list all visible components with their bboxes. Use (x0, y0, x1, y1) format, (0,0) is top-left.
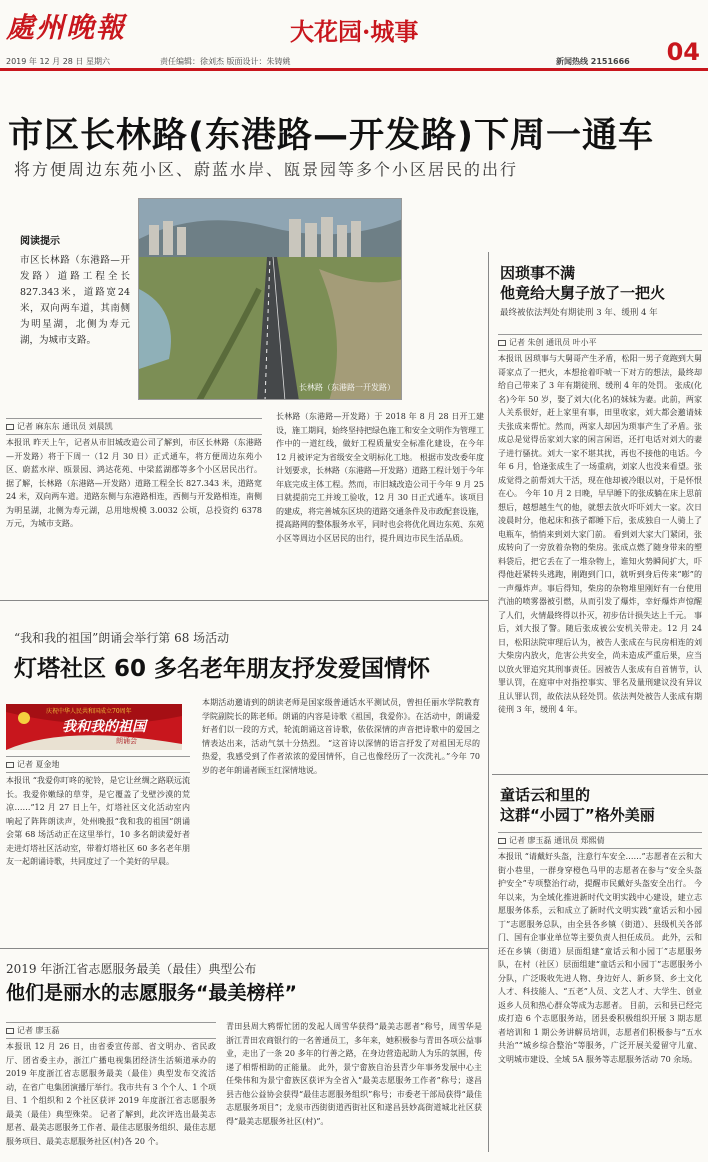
section-title: 大花园·城事 (290, 17, 419, 46)
story2-byline-text: 记者 夏金地 (17, 760, 60, 769)
lead-headline: 市区长林路(东港路—开发路)下周一通车 (8, 116, 654, 156)
lead-body-col2: 长林路（东港路—开发路）于 2018 年 8 月 28 日开工建设，施工期间，始终坚持把绿色施工和安全文明作为管理工作中的一道红线，做好工程质量安全标准化建设，在今年 12 月被评定为省级安全文明标化工地。 根据市发改委年度计划要求，长林路（东港路—开发路）道路工程计划于今年年底完成主体工程。然而，市旧城改造公司于今年 9 月 25 日就提前完工并竣工验收，12 月 30 日正式通车。该项目的建成，将完善城东区块的道路交通条件及市政配套设施，提高路网的整体服务水平，同时也会将优化周边东苑、东苑小区等周边小区居民的出行，提升周边市民生活品质。 (276, 412, 484, 543)
photo-caption: 长林路（东港路一开发路） (299, 383, 395, 392)
byline-icon (498, 838, 506, 844)
masthead-rule (0, 68, 708, 71)
story4-byline-text: 记者 朱创 通讯员 叶小平 (509, 338, 597, 347)
anniversary-banner (6, 704, 182, 750)
lead-byline (6, 418, 262, 435)
byline-icon (6, 424, 14, 430)
page-number: 04 (666, 38, 700, 66)
column-divider (488, 252, 489, 1152)
news-hotline: 新闻热线 2151666 (556, 57, 630, 66)
divider-line (0, 948, 488, 949)
story3-kicker: 2019 年浙江省志愿服务最美（最佳）典型公布 (6, 962, 257, 976)
editor-credit: 责任编辑：徐刘杰 版面设计：朱铸姚 (160, 57, 291, 66)
byline-icon (6, 1028, 14, 1034)
story2-headline: 灯塔社区 60 多名老年朋友抒发爱国情怀 (14, 656, 431, 682)
divider-line (0, 600, 488, 601)
banner-small: 朗诵会 (116, 737, 137, 745)
reading-tip-box (20, 232, 130, 349)
lead-body-col1: 本报讯 昨天上午，记者从市旧城改造公司了解到，市区长林路（东港路—开发路）将于下周一（12 月 30 日）正式通车，将方便周边东苑小区、蔚蓝水岸、瓯景园、鸿达花苑、中梁蓝湖郡等多个小区居民出行。 据了解，长林路（东港路—开发路）道路工程全长 827.343 米，道路宽 24 米，双向两车道。道路东侧与东港路相连，西侧与开发路相连，南侧为明星湖，北侧为寿元湖，总用地规模 3.0032 公顷，总投资约 6378 万元，为城市支路。 (6, 438, 262, 528)
story5-headline-line2: 这群“小园丁”格外美丽 (500, 806, 655, 824)
story4-headline-line2: 他竟给大舅子放了一把火 (500, 284, 666, 302)
banner-subtitle: 庆祝中华人民共和国成立70周年 (46, 708, 132, 715)
divider-line (492, 774, 708, 775)
meta-bar (0, 54, 708, 68)
story2-body-col1: 本报讯 “我爱你叮咚的驼铃，是它让丝绸之路联远流长。我爱你嫩绿的草芽，是它覆盖了戈壁沙漠的荒凉……”12 月 27 日上午，灯塔社区文化活动室内响起了阵阵朗读声，处州晚报“我和我的祖国”朗诵会第 68 场活动正在这里举行，10 多名朗读爱好者走进灯塔社区活动室，带着灯塔社区 60 多名老年朋友一起朗诵诗歌，共同度过了一个美好的早晨。 (6, 776, 190, 866)
story4-byline (498, 334, 702, 351)
paper-logo: 處州晚報 (6, 11, 127, 44)
road-aerial-photo (138, 198, 402, 400)
story3-headline: 他们是丽水的志愿服务“最美榜样” (6, 982, 297, 1004)
story2-kicker: “我和我的祖国”朗诵会举行第 68 场活动 (14, 631, 230, 645)
story5-body: 本报讯 “请戴好头盔，注意行车安全……”志愿者在云和大街小巷里，一群身穿橙色马甲的志愿者在参与“安全头盔护安全”专项整治行动，提醒市民戴好头盔安全出行。 今年以来，为全域化推进新时代文明实践中心建设，建立志愿服务体系，云和成立了新时代文明实践“童话云和小园丁”志愿服务总队，由全县各乡镇（街道）、县级机关各部门、国有企事业单位等主要负责人担任成员。 此外，云和还在乡镇（街道）层面组建“童话云和小园丁”志愿服务队，在村（社区）层面组建“童话云和小园丁”志愿服务小分队，广泛吸收先进人物、身边好人、新乡贤、乡土文化人才、科技能人、“五老”人员、文艺人才、大学生、创业返乡人员和热心群众等成为志愿者。 目前，云和县已经完成打造 6 个志愿服务站，团县委积极组织开展 3 期志愿者培训和 1 期公务讲解员培训，志愿者们积极参与“五水共治”“城乡综合整治”等服务，广泛开展关爱留守儿童、文明城市建设、全域 5A 服务等志愿服务活动 70 余场。 (498, 852, 702, 1064)
byline-icon (6, 762, 14, 768)
reading-tip-title: 阅读提示 (20, 236, 60, 247)
lead-byline-text: 记者 麻东东 通讯员 刘晨凯 (17, 422, 113, 431)
reading-tip-text: 市区长林路（东港路—开发路）道路工程全长827.343米，道路宽24米，双向两车道，其南侧为明星湖，北侧为寿元湖，为城市支路。 (20, 255, 130, 346)
story3-body-col1: 本报讯 12 月 26 日，由省委宣传部、省文明办、省民政厅、团省委主办，浙江广播电视集团经济生活频道承办的 2019 年度浙江省志愿服务最美（最佳）典型发布交流活动，在省广电集团演播厅举行。我市共有 3 个个人、1 个项目、1 个组织和 2 个社区获评 2019 年度浙江省志愿服务最美（最佳）典型殊荣。 记者了解到，此次评选出最美志愿者、最美志愿服务工作者、最佳志愿服务组织、最佳志愿服务项目、最美志愿服务社区(村)各 20 个。 (6, 1042, 216, 1146)
story3-body-col2: 青田县周大鸦帮忙团的发起人周雪华获得“最美志愿者”称号，周雪华是浙江青田农商银行的一名普通员工，多年来，她积极参与青田各项公益事业，走出了一条 20 多年的行善之路，在身边营造起助人为乐的氛围，传递了相帮相助的正能量。 此外，景宁畲族自治县青少年事务发展中心主任柴伟和为景宁畲族区获评为全省入“最美志愿服务工作者”称号；遂昌县吉他公益协会获得“最佳志愿服务组织”称号；市委老干部局获得“最佳志愿服务项目”；龙泉市西街街道西街社区和遂昌县妙高街道城北社区获得“最美志愿服务社区(村)”。 (226, 1022, 482, 1126)
story2-byline (6, 756, 190, 773)
byline-icon (498, 340, 506, 346)
story4-body: 本报讯 因琐事与大舅哥产生矛盾，松阳一男子竟跑到大舅哥家点了一把火，本想抢着吓唬一下对方的想法，最终却给自己带来了 3 年有期徒刑、缓刑 4 年的处罚。 张成(化名)今年 50 岁，娶了刘大(化名)的妹妹为妻。此前，两家人关系很好，赶上家里有事，田里收家，刘大都会邀请妹夫张成来帮忙。然而，两家人却因为琐事产生了矛盾。张成总是觉得岳家刘大家的闲言闲语，还打电话对刘大的妻子进行骚扰。刘大一家不堪其扰，再也不接他的电话。今年 6 月，恰逢张成生了一场重病，刘家人也没来看望。张成觉得之前帮刘大干活，现在他却被冷眼以对，于是怀恨在心。 今年 10 月 2 日晚，早早睡下的张成躺在床上思前想后，越想越生气的他，就想去放火吓吓刘大一家。次日凌晨时分，他起床和孩子都睡下后，张成独自一人骑上了电瓶车，悄悄来到刘大家门前。 看到刘大家大门紧闭，张成转向了一旁放着杂物的柴房。张成点燃了随身带来的塑料袋后，把它丢在了一堆杂物上，谁知火势瞬间扩大，吓得他赶紧转头逃跑，刚跑到门口，就听到身后传来“嘭”的一声爆炸声。事后得知，柴房的杂物堆里刚好有一台使用汽油的喷雾器被引燃，从而引发了爆炸，幸好爆炸声惊醒了人们，火情最终得以扑灭，初步估计损失达上千元。 事后，刘大报了警。随后张成被公安机关带走。12 月 24 日，松阳法院审理后认为，被告人张成在与民房相连的刘大柴房内放火，危害公共安全，尚未造成严重后果，应当以放火罪追究其刑事责任。因被告人张成有自首情节，认罪认罚，在庭审中对指控事实、罪名及量刑建议没有异议且认罪认罚，故依法从轻处罚。依法判处被告人张成有期徒刑 3 年，缓刑 4 年。 (498, 354, 702, 714)
lead-subheadline: 将方便周边东苑小区、蔚蓝水岸、瓯景园等多个小区居民的出行 (14, 160, 519, 179)
story3-byline (6, 1022, 216, 1039)
story4-headline-line1: 因琐事不满 (500, 264, 576, 282)
banner-title: 我和我的祖国 (62, 719, 146, 735)
story5-byline-text: 记者 廖玉磊 通讯员 郑熙倩 (509, 836, 605, 845)
story5-headline-line1: 童话云和里的 (500, 786, 591, 804)
story2-body-col2: 本期活动邀请到的朗读老师是国家级普通话水平测试员，曾担任丽水学院教育学院副院长的陈老师。朗诵的内容是诗歌《祖国，我爱你》。在活动中，朗诵爱好者们以一段的方式，轮流朗诵这首诗歌，依依深情的声音把诗歌中的爱国之情表达出来，活动气氛十分热烈。 “这首诗以深情的语言抒发了对祖国无尽的热爱，我感受到了作者浓浓的爱国情怀，自己也像经历了一次洗礼。”今年 70 岁的老年朗诵者顾玉红深情地说。 (202, 698, 480, 775)
issue-date: 2019 年 12 月 28 日 星期六 (6, 57, 110, 66)
story3-byline-text: 记者 廖玉磊 (17, 1026, 60, 1035)
story5-byline (498, 832, 702, 849)
story4-subheadline: 最终被依法判处有期徒刑 3 年、缓刑 4 年 (500, 308, 658, 318)
